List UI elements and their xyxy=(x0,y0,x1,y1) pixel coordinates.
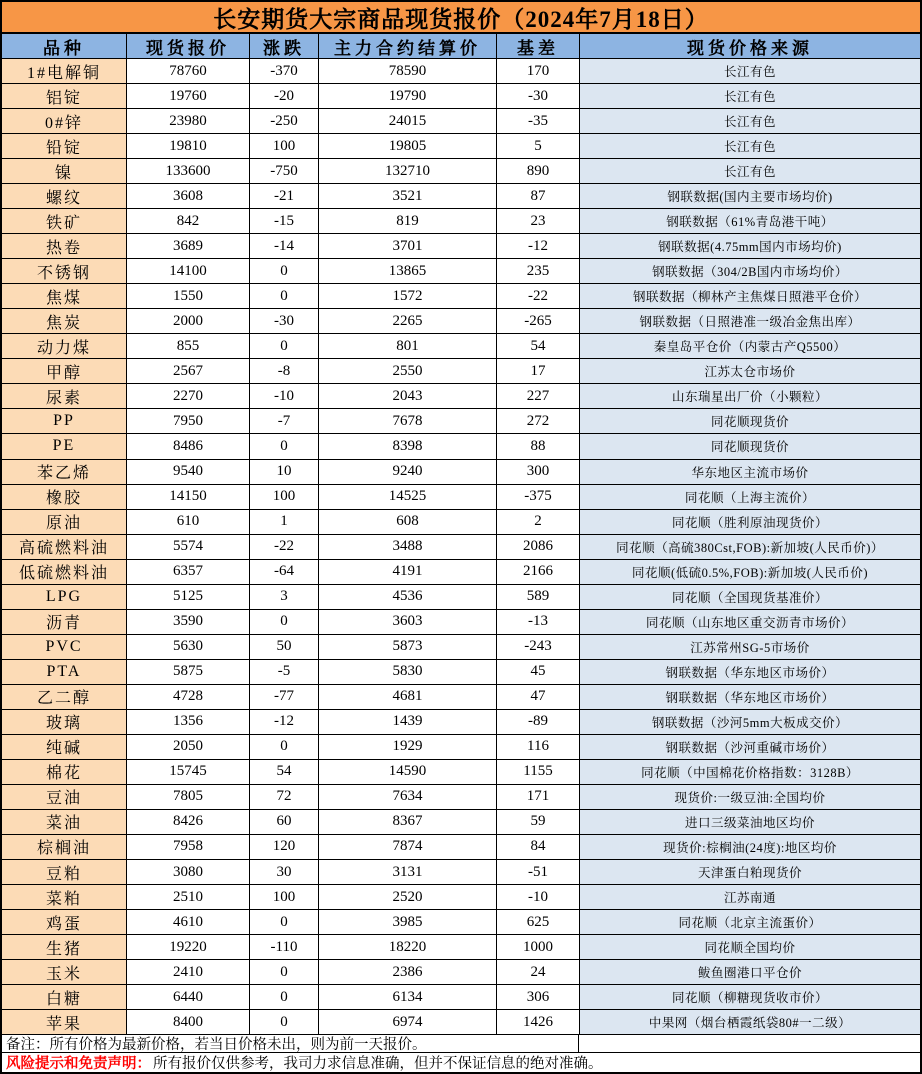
settlement-price-cell: 2550 xyxy=(319,359,497,383)
settlement-price-cell: 6134 xyxy=(319,985,497,1009)
settlement-price-cell: 78590 xyxy=(319,59,497,83)
change-cell: 10 xyxy=(250,460,319,484)
table-row xyxy=(2,960,920,985)
settlement-price-cell: 7874 xyxy=(319,835,497,859)
table-row xyxy=(2,259,920,284)
change-cell: 0 xyxy=(250,284,319,308)
table-row xyxy=(2,735,920,760)
settlement-price-cell: 4681 xyxy=(319,685,497,709)
source-cell: 钢联数据（华东地区市场价） xyxy=(580,685,920,709)
variety-cell: 焦煤 xyxy=(2,284,127,308)
spot-price-cell: 7950 xyxy=(127,409,250,433)
settlement-price-cell: 2386 xyxy=(319,960,497,984)
basis-cell: 5 xyxy=(497,134,580,158)
settlement-price-cell: 1439 xyxy=(319,710,497,734)
settlement-price-cell: 4191 xyxy=(319,560,497,584)
change-cell: 0 xyxy=(250,910,319,934)
column-header-basis: 基差 xyxy=(497,34,580,58)
basis-cell: -13 xyxy=(497,610,580,634)
basis-cell: 54 xyxy=(497,334,580,358)
change-cell: -250 xyxy=(250,109,319,133)
table-row xyxy=(2,159,920,184)
variety-cell: 菜油 xyxy=(2,810,127,834)
column-header-change: 涨跌 xyxy=(250,34,319,58)
basis-cell: 47 xyxy=(497,685,580,709)
table-row xyxy=(2,209,920,234)
source-cell: 同花顺(低硫0.5%,FOB):新加坡(人民币价) xyxy=(580,560,920,584)
basis-cell: 87 xyxy=(497,184,580,208)
settlement-price-cell: 6974 xyxy=(319,1010,497,1034)
basis-cell: 24 xyxy=(497,960,580,984)
settlement-price-cell: 3985 xyxy=(319,910,497,934)
table-row xyxy=(2,760,920,785)
spot-price-cell: 2410 xyxy=(127,960,250,984)
column-header-settlement-price: 主力合约结算价 xyxy=(319,34,497,58)
source-cell: 进口三级菜油地区均价 xyxy=(580,810,920,834)
table-row xyxy=(2,535,920,560)
change-cell: 1 xyxy=(250,510,319,534)
basis-cell: 170 xyxy=(497,59,580,83)
variety-cell: 原油 xyxy=(2,510,127,534)
change-cell: -8 xyxy=(250,359,319,383)
source-cell: 钢联数据（柳林产主焦煤日照港平仓价） xyxy=(580,284,920,308)
table-row xyxy=(2,660,920,685)
settlement-price-cell: 14590 xyxy=(319,760,497,784)
source-cell: 山东瑞星出厂价（小颗粒） xyxy=(580,384,920,408)
variety-cell: 白糖 xyxy=(2,985,127,1009)
source-cell: 钢联数据（沙河重碱市场价） xyxy=(580,735,920,759)
table-row xyxy=(2,460,920,485)
source-cell: 同花顺现货价 xyxy=(580,434,920,458)
basis-cell: 1155 xyxy=(497,760,580,784)
source-cell: 长江有色 xyxy=(580,59,920,83)
change-cell: 0 xyxy=(250,1010,319,1034)
source-cell: 钢联数据（华东地区市场价） xyxy=(580,660,920,684)
basis-cell: -89 xyxy=(497,710,580,734)
basis-cell: 2086 xyxy=(497,535,580,559)
variety-cell: 不锈钢 xyxy=(2,259,127,283)
change-cell: -5 xyxy=(250,660,319,684)
basis-cell: 84 xyxy=(497,835,580,859)
source-cell: 钢联数据（日照港准一级冶金焦出库） xyxy=(580,309,920,333)
spot-price-cell: 14150 xyxy=(127,485,250,509)
settlement-price-cell: 3603 xyxy=(319,610,497,634)
change-cell: 100 xyxy=(250,134,319,158)
table-row xyxy=(2,710,920,735)
variety-cell: LPG xyxy=(2,585,127,609)
table-row xyxy=(2,835,920,860)
disclaimer-text: 所有报价仅供参考，我司力求信息准确，但并不保证信息的绝对准确。 xyxy=(153,1056,603,1072)
source-cell: 华东地区主流市场价 xyxy=(580,460,920,484)
table-row xyxy=(2,234,920,259)
variety-cell: 铝锭 xyxy=(2,84,127,108)
basis-cell: 59 xyxy=(497,810,580,834)
spot-price-cell: 23980 xyxy=(127,109,250,133)
source-cell: 同花顺（胜利原油现货价） xyxy=(580,510,920,534)
change-cell: 0 xyxy=(250,735,319,759)
basis-cell: 17 xyxy=(497,359,580,383)
change-cell: 0 xyxy=(250,434,319,458)
settlement-price-cell: 8398 xyxy=(319,434,497,458)
source-cell: 同花顺（柳糖现货收市价） xyxy=(580,985,920,1009)
table-row xyxy=(2,685,920,710)
variety-cell: PP xyxy=(2,409,127,433)
source-cell: 秦皇岛平仓价（内蒙古产Q5500） xyxy=(580,334,920,358)
table-row xyxy=(2,434,920,459)
change-cell: -20 xyxy=(250,84,319,108)
variety-cell: PE xyxy=(2,434,127,458)
spot-price-cell: 5875 xyxy=(127,660,250,684)
change-cell: -30 xyxy=(250,309,319,333)
variety-cell: 铅锭 xyxy=(2,134,127,158)
spot-price-cell: 4728 xyxy=(127,685,250,709)
variety-cell: 玻璃 xyxy=(2,710,127,734)
basis-cell: 2 xyxy=(497,510,580,534)
spot-price-cell: 6440 xyxy=(127,985,250,1009)
source-cell: 鲅鱼圈港口平仓价 xyxy=(580,960,920,984)
spot-price-cell: 6357 xyxy=(127,560,250,584)
table-row xyxy=(2,585,920,610)
settlement-price-cell: 4536 xyxy=(319,585,497,609)
basis-cell: -22 xyxy=(497,284,580,308)
table-row xyxy=(2,84,920,109)
spot-price-cell: 855 xyxy=(127,334,250,358)
change-cell: -370 xyxy=(250,59,319,83)
variety-cell: 镍 xyxy=(2,159,127,183)
change-cell: 72 xyxy=(250,785,319,809)
column-header-variety: 品种 xyxy=(2,34,127,58)
variety-cell: 棕榈油 xyxy=(2,835,127,859)
source-cell: 江苏南通 xyxy=(580,885,920,909)
settlement-price-cell: 19790 xyxy=(319,84,497,108)
spot-price-cell: 8486 xyxy=(127,434,250,458)
table-row xyxy=(2,134,920,159)
change-cell: -21 xyxy=(250,184,319,208)
spot-price-cell: 14100 xyxy=(127,259,250,283)
change-cell: 120 xyxy=(250,835,319,859)
basis-cell: -243 xyxy=(497,635,580,659)
table-row xyxy=(2,359,920,384)
settlement-price-cell: 3488 xyxy=(319,535,497,559)
settlement-price-cell: 2520 xyxy=(319,885,497,909)
spot-price-cell: 3590 xyxy=(127,610,250,634)
spot-price-cell: 8400 xyxy=(127,1010,250,1034)
settlement-price-cell: 608 xyxy=(319,510,497,534)
basis-cell: 1000 xyxy=(497,935,580,959)
variety-cell: 玉米 xyxy=(2,960,127,984)
variety-cell: 甲醇 xyxy=(2,359,127,383)
basis-cell: 88 xyxy=(497,434,580,458)
settlement-price-cell: 9240 xyxy=(319,460,497,484)
change-cell: 54 xyxy=(250,760,319,784)
change-cell: -110 xyxy=(250,935,319,959)
spot-price-cell: 2050 xyxy=(127,735,250,759)
basis-cell: 300 xyxy=(497,460,580,484)
change-cell: 0 xyxy=(250,334,319,358)
variety-cell: 0#锌 xyxy=(2,109,127,133)
basis-cell: -265 xyxy=(497,309,580,333)
source-cell: 同花顺全国均价 xyxy=(580,935,920,959)
source-cell: 同花顺现货价 xyxy=(580,409,920,433)
variety-cell: 热卷 xyxy=(2,234,127,258)
variety-cell: 沥青 xyxy=(2,610,127,634)
column-header-spot-price: 现货报价 xyxy=(127,34,250,58)
spot-price-cell: 2000 xyxy=(127,309,250,333)
basis-cell: 227 xyxy=(497,384,580,408)
change-cell: -77 xyxy=(250,685,319,709)
spot-price-cell: 78760 xyxy=(127,59,250,83)
basis-cell: 171 xyxy=(497,785,580,809)
source-cell: 同花顺（上海主流价） xyxy=(580,485,920,509)
change-cell: 0 xyxy=(250,960,319,984)
note-empty-cell xyxy=(579,1035,920,1052)
variety-cell: 尿素 xyxy=(2,384,127,408)
variety-cell: 乙二醇 xyxy=(2,685,127,709)
table-row xyxy=(2,384,920,409)
settlement-price-cell: 5873 xyxy=(319,635,497,659)
table-row xyxy=(2,810,920,835)
table-row xyxy=(2,409,920,434)
change-cell: 50 xyxy=(250,635,319,659)
change-cell: 0 xyxy=(250,610,319,634)
table-row xyxy=(2,1010,920,1035)
basis-cell: -30 xyxy=(497,84,580,108)
change-cell: -7 xyxy=(250,409,319,433)
basis-cell: 116 xyxy=(497,735,580,759)
table-row xyxy=(2,485,920,510)
settlement-price-cell: 13865 xyxy=(319,259,497,283)
change-cell: -64 xyxy=(250,560,319,584)
settlement-price-cell: 7678 xyxy=(319,409,497,433)
variety-cell: 动力煤 xyxy=(2,334,127,358)
change-cell: -22 xyxy=(250,535,319,559)
settlement-price-cell: 1929 xyxy=(319,735,497,759)
variety-cell: 低硫燃料油 xyxy=(2,560,127,584)
source-cell: 同花顺（山东地区重交沥青市场价） xyxy=(580,610,920,634)
source-cell: 同花顺（高硫380Cst,FOB):新加坡(人民币价)） xyxy=(580,535,920,559)
basis-cell: -10 xyxy=(497,885,580,909)
change-cell: 100 xyxy=(250,485,319,509)
settlement-price-cell: 3131 xyxy=(319,860,497,884)
variety-cell: 苯乙烯 xyxy=(2,460,127,484)
source-cell: 中果网（烟台栖霞纸袋80#一二级） xyxy=(580,1010,920,1034)
settlement-price-cell: 801 xyxy=(319,334,497,358)
settlement-price-cell: 3521 xyxy=(319,184,497,208)
source-cell: 同花顺（北京主流蛋价） xyxy=(580,910,920,934)
spot-price-cell: 15745 xyxy=(127,760,250,784)
spot-price-cell: 842 xyxy=(127,209,250,233)
settlement-price-cell: 2043 xyxy=(319,384,497,408)
table-row xyxy=(2,785,920,810)
disclaimer-label: 风险提示和免责声明： xyxy=(6,1056,151,1072)
spot-price-cell: 3080 xyxy=(127,860,250,884)
variety-cell: 鸡蛋 xyxy=(2,910,127,934)
source-cell: 长江有色 xyxy=(580,159,920,183)
basis-cell: -12 xyxy=(497,234,580,258)
spot-price-cell: 3689 xyxy=(127,234,250,258)
settlement-price-cell: 2265 xyxy=(319,309,497,333)
change-cell: -14 xyxy=(250,234,319,258)
source-cell: 现货价:一级豆油:全国均价 xyxy=(580,785,920,809)
variety-cell: 棉花 xyxy=(2,760,127,784)
change-cell: 0 xyxy=(250,985,319,1009)
table-row xyxy=(2,910,920,935)
basis-cell: 235 xyxy=(497,259,580,283)
change-cell: 3 xyxy=(250,585,319,609)
table-body xyxy=(2,59,920,1035)
settlement-price-cell: 819 xyxy=(319,209,497,233)
basis-cell: 306 xyxy=(497,985,580,1009)
source-cell: 钢联数据（沙河5mm大板成交价） xyxy=(580,710,920,734)
source-cell: 钢联数据（61%青岛港干吨） xyxy=(580,209,920,233)
variety-cell: 1#电解铜 xyxy=(2,59,127,83)
column-header-source: 现货价格来源 xyxy=(687,38,813,58)
table-header xyxy=(2,34,920,59)
settlement-price-cell: 14525 xyxy=(319,485,497,509)
settlement-price-cell: 7634 xyxy=(319,785,497,809)
table-row xyxy=(2,59,920,84)
spot-price-cell: 5630 xyxy=(127,635,250,659)
table-row xyxy=(2,610,920,635)
spot-price-cell: 19220 xyxy=(127,935,250,959)
variety-cell: 焦炭 xyxy=(2,309,127,333)
variety-cell: 螺纹 xyxy=(2,184,127,208)
table-row xyxy=(2,885,920,910)
source-cell: 钢联数据(国内主要市场均价) xyxy=(580,184,920,208)
source-cell: 钢联数据（304/2B国内市场均价） xyxy=(580,259,920,283)
spot-price-cell: 2510 xyxy=(127,885,250,909)
variety-cell: 豆粕 xyxy=(2,860,127,884)
variety-cell: 纯碱 xyxy=(2,735,127,759)
variety-cell: PTA xyxy=(2,660,127,684)
table-row xyxy=(2,860,920,885)
spot-price-cell: 19760 xyxy=(127,84,250,108)
basis-cell: -375 xyxy=(497,485,580,509)
spot-price-cell: 19810 xyxy=(127,134,250,158)
source-cell: 江苏常州SG-5市场价 xyxy=(580,635,920,659)
change-cell: -750 xyxy=(250,159,319,183)
table-row xyxy=(2,560,920,585)
spot-price-cell: 5125 xyxy=(127,585,250,609)
page-title: 长安期货大宗商品现货报价（2024年7月18日） xyxy=(2,2,920,34)
table-row xyxy=(2,334,920,359)
change-cell: -15 xyxy=(250,209,319,233)
table-row xyxy=(2,635,920,660)
variety-cell: 生猪 xyxy=(2,935,127,959)
basis-cell: 890 xyxy=(497,159,580,183)
source-cell: 同花顺（中国棉花价格指数：3128B） xyxy=(580,760,920,784)
spot-price-cell: 133600 xyxy=(127,159,250,183)
settlement-price-cell: 1572 xyxy=(319,284,497,308)
basis-cell: -35 xyxy=(497,109,580,133)
spot-price-cell: 2567 xyxy=(127,359,250,383)
settlement-price-cell: 8367 xyxy=(319,810,497,834)
basis-cell: 272 xyxy=(497,409,580,433)
basis-cell: 625 xyxy=(497,910,580,934)
settlement-price-cell: 3701 xyxy=(319,234,497,258)
spot-price-cell: 7805 xyxy=(127,785,250,809)
spot-price-cell: 1356 xyxy=(127,710,250,734)
spot-price-cell: 4610 xyxy=(127,910,250,934)
table-row xyxy=(2,184,920,209)
change-cell: -10 xyxy=(250,384,319,408)
source-cell: 钢联数据(4.75mm国内市场均价) xyxy=(580,234,920,258)
variety-cell: 菜粕 xyxy=(2,885,127,909)
table-row xyxy=(2,985,920,1010)
settlement-price-cell: 24015 xyxy=(319,109,497,133)
settlement-price-cell: 132710 xyxy=(319,159,497,183)
spot-price-cell: 8426 xyxy=(127,810,250,834)
table-row xyxy=(2,284,920,309)
table-row xyxy=(2,935,920,960)
settlement-price-cell: 5830 xyxy=(319,660,497,684)
basis-cell: 589 xyxy=(497,585,580,609)
basis-cell: 1426 xyxy=(497,1010,580,1034)
table-row xyxy=(2,109,920,134)
spot-price-cell: 5574 xyxy=(127,535,250,559)
spot-price-cell: 9540 xyxy=(127,460,250,484)
variety-cell: PVC xyxy=(2,635,127,659)
basis-cell: 45 xyxy=(497,660,580,684)
change-cell: 0 xyxy=(250,259,319,283)
variety-cell: 铁矿 xyxy=(2,209,127,233)
basis-cell: 23 xyxy=(497,209,580,233)
variety-cell: 苹果 xyxy=(2,1010,127,1034)
variety-cell: 高硫燃料油 xyxy=(2,535,127,559)
source-cell: 长江有色 xyxy=(580,84,920,108)
table-row xyxy=(2,309,920,334)
note-text: 备注：所有价格为最新价格，若当日价格未出，则为前一天报价。 xyxy=(2,1035,579,1052)
variety-cell: 橡胶 xyxy=(2,485,127,509)
change-cell: 100 xyxy=(250,885,319,909)
source-cell: 长江有色 xyxy=(580,109,920,133)
source-cell: 同花顺（全国现货基准价） xyxy=(580,585,920,609)
spot-price-cell: 2270 xyxy=(127,384,250,408)
settlement-price-cell: 19805 xyxy=(319,134,497,158)
settlement-price-cell: 18220 xyxy=(319,935,497,959)
spot-price-cell: 1550 xyxy=(127,284,250,308)
source-cell: 长江有色 xyxy=(580,134,920,158)
basis-cell: -51 xyxy=(497,860,580,884)
disclaimer-row xyxy=(2,1053,920,1072)
variety-cell: 豆油 xyxy=(2,785,127,809)
source-cell: 现货价:棕榈油(24度):地区均价 xyxy=(580,835,920,859)
source-cell: 江苏太仓市场价 xyxy=(580,359,920,383)
change-cell: -12 xyxy=(250,710,319,734)
note-row xyxy=(2,1035,920,1053)
spot-price-cell: 3608 xyxy=(127,184,250,208)
change-cell: 60 xyxy=(250,810,319,834)
table-row xyxy=(2,510,920,535)
spot-price-cell: 610 xyxy=(127,510,250,534)
spot-price-cell: 7958 xyxy=(127,835,250,859)
change-cell: 30 xyxy=(250,860,319,884)
source-cell: 天津蛋白粕现货价 xyxy=(580,860,920,884)
basis-cell: 2166 xyxy=(497,560,580,584)
